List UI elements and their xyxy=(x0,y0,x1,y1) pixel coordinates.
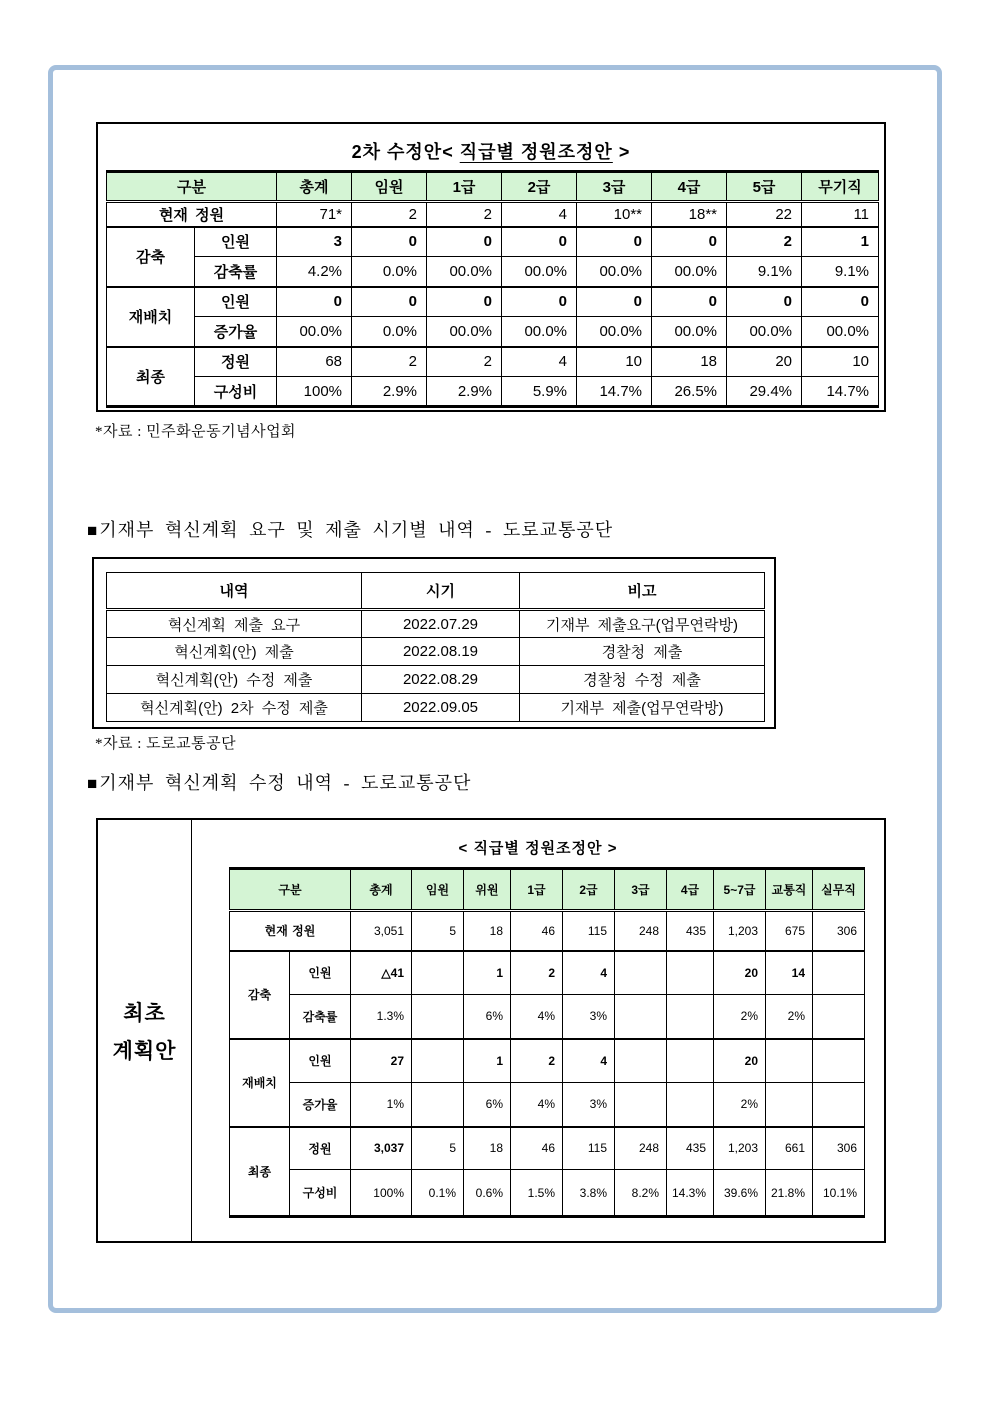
cell xyxy=(412,1083,464,1127)
row-label: 인원 xyxy=(195,227,277,257)
col-header: 내역 xyxy=(107,573,362,610)
col-header: 2급 xyxy=(502,172,577,202)
cell: 경찰청 제출 xyxy=(520,638,765,666)
table-row xyxy=(107,377,879,407)
cell: 100% xyxy=(277,377,352,407)
table-row xyxy=(107,257,879,287)
table-row xyxy=(107,287,879,317)
cell: 46 xyxy=(511,911,563,951)
cell: 18 xyxy=(652,347,727,377)
col-header: 1급 xyxy=(427,172,502,202)
cell: 46 xyxy=(511,1127,563,1170)
cell: 00.0% xyxy=(652,317,727,347)
cell: 00.0% xyxy=(577,257,652,287)
table-row xyxy=(230,1083,865,1127)
group-label: 재배치 xyxy=(230,1039,290,1127)
cell: 306 xyxy=(813,911,865,951)
table-row xyxy=(107,610,765,638)
cell: 2% xyxy=(714,995,766,1039)
table3-header-row xyxy=(230,869,865,911)
cell: 2022.08.29 xyxy=(362,666,520,694)
cell: 2 xyxy=(511,951,563,995)
cell: 0 xyxy=(502,287,577,317)
cell: 2 xyxy=(352,347,427,377)
row-label: 감축률 xyxy=(290,995,351,1039)
source-note: *자료 : 민주화운동기념사업회 xyxy=(95,424,297,440)
cell: 00.0% xyxy=(727,317,802,347)
cell: 11 xyxy=(802,202,879,227)
cell: 6% xyxy=(464,995,511,1039)
col-header: 실무직 xyxy=(813,869,865,911)
cell: 경찰청 수정 제출 xyxy=(520,666,765,694)
cell: 4 xyxy=(563,951,615,995)
cell: 00.0% xyxy=(277,317,352,347)
cell xyxy=(813,995,865,1039)
cell: 100% xyxy=(351,1170,412,1217)
table-row xyxy=(107,317,879,347)
cell xyxy=(615,1083,667,1127)
cell: 00.0% xyxy=(577,317,652,347)
cell: 10 xyxy=(577,347,652,377)
cell xyxy=(412,951,464,995)
cell: 675 xyxy=(766,911,813,951)
cell: 306 xyxy=(813,1127,865,1170)
cell: 1 xyxy=(802,227,879,257)
col-header: 비고 xyxy=(520,573,765,610)
cell xyxy=(667,1083,714,1127)
cell: 9.1% xyxy=(802,257,879,287)
row-label: 정원 xyxy=(195,347,277,377)
cell: 기재부 제출요구(업무연락방) xyxy=(520,610,765,638)
col-header: 총계 xyxy=(351,869,412,911)
col-header: 4급 xyxy=(667,869,714,911)
table-row xyxy=(230,1127,865,1170)
cell: 혁신계획(안) 2차 수정 제출 xyxy=(107,694,362,722)
cell: 10 xyxy=(802,347,879,377)
cell: 27 xyxy=(351,1039,412,1083)
cell: 0 xyxy=(277,287,352,317)
col-header: 교통직 xyxy=(766,869,813,911)
cell: 00.0% xyxy=(802,317,879,347)
section-bullet-icon: ■ xyxy=(87,521,99,540)
col-header: 2급 xyxy=(563,869,615,911)
cell: 2% xyxy=(766,995,813,1039)
cell: 2 xyxy=(427,347,502,377)
table-row xyxy=(107,202,879,227)
cell: 5 xyxy=(412,1127,464,1170)
cell: 2 xyxy=(352,202,427,227)
table-row xyxy=(230,1170,865,1217)
group-label: 감축 xyxy=(230,951,290,1039)
cell: 0.0% xyxy=(352,317,427,347)
cell: 00.0% xyxy=(502,317,577,347)
cell: 10.1% xyxy=(813,1170,865,1217)
cell: 혁신계획(안) 수정 제출 xyxy=(107,666,362,694)
cell: 0 xyxy=(577,227,652,257)
cell: 29.4% xyxy=(727,377,802,407)
cell: 14.7% xyxy=(802,377,879,407)
table-row xyxy=(107,227,879,257)
table-row xyxy=(107,347,879,377)
cell: 0 xyxy=(427,227,502,257)
cell: △41 xyxy=(351,951,412,995)
cell: 18 xyxy=(464,1127,511,1170)
table-row xyxy=(230,995,865,1039)
cell: 0 xyxy=(802,287,879,317)
cell xyxy=(615,1039,667,1083)
cell: 10** xyxy=(577,202,652,227)
col-header: 총계 xyxy=(277,172,352,202)
col-header: 구분 xyxy=(107,172,277,202)
cell: 2 xyxy=(727,227,802,257)
cell xyxy=(615,995,667,1039)
cell xyxy=(615,951,667,995)
cell: 0 xyxy=(352,287,427,317)
row-label: 구성비 xyxy=(195,377,277,407)
cell: 5.9% xyxy=(502,377,577,407)
section-heading-text: 기재부 혁신계획 요구 및 제출 시기별 내역 - 도로교통공단 xyxy=(99,520,614,540)
cell xyxy=(813,1039,865,1083)
cell: 3% xyxy=(563,1083,615,1127)
row-label: 현재 정원 xyxy=(107,202,277,227)
cell xyxy=(667,995,714,1039)
cell: 00.0% xyxy=(502,257,577,287)
cell: 3 xyxy=(277,227,352,257)
cell xyxy=(412,1039,464,1083)
cell: 0 xyxy=(427,287,502,317)
cell: 8.2% xyxy=(615,1170,667,1217)
cell: 6% xyxy=(464,1083,511,1127)
table1-title xyxy=(98,138,884,164)
cell: 2.9% xyxy=(427,377,502,407)
cell: 0 xyxy=(652,287,727,317)
cell: 2% xyxy=(714,1083,766,1127)
cell xyxy=(667,951,714,995)
cell: 4% xyxy=(511,995,563,1039)
cell: 115 xyxy=(563,911,615,951)
grade-quota-table-card xyxy=(96,122,886,412)
cell: 18** xyxy=(652,202,727,227)
cell xyxy=(766,1083,813,1127)
row-label: 정원 xyxy=(290,1127,351,1170)
cell: 2022.09.05 xyxy=(362,694,520,722)
cell: 4.2% xyxy=(277,257,352,287)
row-label: 증가율 xyxy=(290,1083,351,1127)
table3-title: < 직급별 정원조정안 > xyxy=(458,840,618,857)
cell: 4 xyxy=(502,202,577,227)
cell: 22 xyxy=(727,202,802,227)
col-header: 구분 xyxy=(230,869,351,911)
initial-plan-card xyxy=(96,818,886,1243)
table-row xyxy=(107,666,765,694)
cell: 혁신계획 제출 요구 xyxy=(107,610,362,638)
cell: 4 xyxy=(563,1039,615,1083)
group-label: 재배치 xyxy=(107,287,195,347)
cell: 2 xyxy=(427,202,502,227)
cell: 혁신계획(안) 제출 xyxy=(107,638,362,666)
cell: 기재부 제출(업무연락방) xyxy=(520,694,765,722)
cell: 3,051 xyxy=(351,911,412,951)
cell: 0 xyxy=(577,287,652,317)
table1-title-prefix: 2차 수정안< xyxy=(351,142,454,162)
source-note: *자료 : 도로교통공단 xyxy=(95,736,237,752)
cell: 3.8% xyxy=(563,1170,615,1217)
cell: 248 xyxy=(615,1127,667,1170)
col-header: 무기직 xyxy=(802,172,879,202)
cell: 1% xyxy=(351,1083,412,1127)
cell: 1.5% xyxy=(511,1170,563,1217)
table-row xyxy=(230,1039,865,1083)
row-label: 증가율 xyxy=(195,317,277,347)
cell: 1 xyxy=(464,1039,511,1083)
cell: 26.5% xyxy=(652,377,727,407)
cell: 3,037 xyxy=(351,1127,412,1170)
cell: 0.0% xyxy=(352,257,427,287)
initial-plan-side-label xyxy=(98,820,192,1241)
row-label: 인원 xyxy=(290,951,351,995)
cell: 1 xyxy=(464,951,511,995)
initial-plan-table xyxy=(229,867,865,1218)
cell xyxy=(813,951,865,995)
cell: 18 xyxy=(464,911,511,951)
table-row xyxy=(230,951,865,995)
cell: 00.0% xyxy=(652,257,727,287)
cell: 00.0% xyxy=(427,257,502,287)
col-header: 임원 xyxy=(412,869,464,911)
table2-header-row xyxy=(107,573,765,610)
cell: 0.1% xyxy=(412,1170,464,1217)
group-label: 최종 xyxy=(230,1127,290,1217)
cell: 661 xyxy=(766,1127,813,1170)
cell: 39.6% xyxy=(714,1170,766,1217)
cell: 14.3% xyxy=(667,1170,714,1217)
section-heading xyxy=(87,516,613,542)
cell: 0 xyxy=(352,227,427,257)
cell: 435 xyxy=(667,1127,714,1170)
group-label: 감축 xyxy=(107,227,195,287)
row-label: 인원 xyxy=(195,287,277,317)
cell: 20 xyxy=(714,951,766,995)
cell: 2.9% xyxy=(352,377,427,407)
table1-title-underlined: 직급별 정원조정안 xyxy=(459,142,613,162)
row-label: 인원 xyxy=(290,1039,351,1083)
cell: 435 xyxy=(667,911,714,951)
grade-quota-table xyxy=(106,170,879,408)
cell: 5 xyxy=(412,911,464,951)
col-header: 3급 xyxy=(577,172,652,202)
cell: 2022.08.19 xyxy=(362,638,520,666)
side-label-line: 최초 xyxy=(123,1001,166,1025)
cell: 0 xyxy=(502,227,577,257)
cell: 68 xyxy=(277,347,352,377)
submission-timeline-card xyxy=(92,557,776,729)
cell: 4 xyxy=(502,347,577,377)
table-row xyxy=(107,694,765,722)
cell: 4% xyxy=(511,1083,563,1127)
cell: 2022.07.29 xyxy=(362,610,520,638)
cell: 0 xyxy=(727,287,802,317)
cell: 3% xyxy=(563,995,615,1039)
row-label: 구성비 xyxy=(290,1170,351,1217)
cell: 248 xyxy=(615,911,667,951)
cell: 21.8% xyxy=(766,1170,813,1217)
cell: 115 xyxy=(563,1127,615,1170)
side-label-line: 계획안 xyxy=(112,1039,177,1063)
submission-timeline-table xyxy=(106,572,765,722)
cell: 14 xyxy=(766,951,813,995)
col-header: 임원 xyxy=(352,172,427,202)
cell: 1,203 xyxy=(714,1127,766,1170)
cell: 1.3% xyxy=(351,995,412,1039)
col-header: 4급 xyxy=(652,172,727,202)
cell: 71* xyxy=(277,202,352,227)
cell: 00.0% xyxy=(427,317,502,347)
cell xyxy=(766,1039,813,1083)
col-header: 위원 xyxy=(464,869,511,911)
table1-title-suffix: > xyxy=(618,142,631,162)
col-header: 시기 xyxy=(362,573,520,610)
cell: 14.7% xyxy=(577,377,652,407)
table-row xyxy=(107,638,765,666)
cell: 20 xyxy=(714,1039,766,1083)
cell: 2 xyxy=(511,1039,563,1083)
cell: 20 xyxy=(727,347,802,377)
table-row xyxy=(230,911,865,951)
col-header: 1급 xyxy=(511,869,563,911)
cell xyxy=(813,1083,865,1127)
section-heading-text: 기재부 혁신계획 수정 내역 - 도로교통공단 xyxy=(99,773,472,793)
row-label: 감축률 xyxy=(195,257,277,287)
table1-header-row xyxy=(107,172,879,202)
col-header: 3급 xyxy=(615,869,667,911)
col-header: 5급 xyxy=(727,172,802,202)
cell: 9.1% xyxy=(727,257,802,287)
cell xyxy=(412,995,464,1039)
row-label: 현재 정원 xyxy=(230,911,351,951)
section-bullet-icon: ■ xyxy=(87,774,99,793)
cell xyxy=(667,1039,714,1083)
col-header: 5~7급 xyxy=(714,869,766,911)
cell: 1,203 xyxy=(714,911,766,951)
group-label: 최종 xyxy=(107,347,195,407)
section-heading xyxy=(87,769,471,795)
cell: 0.6% xyxy=(464,1170,511,1217)
cell: 0 xyxy=(652,227,727,257)
